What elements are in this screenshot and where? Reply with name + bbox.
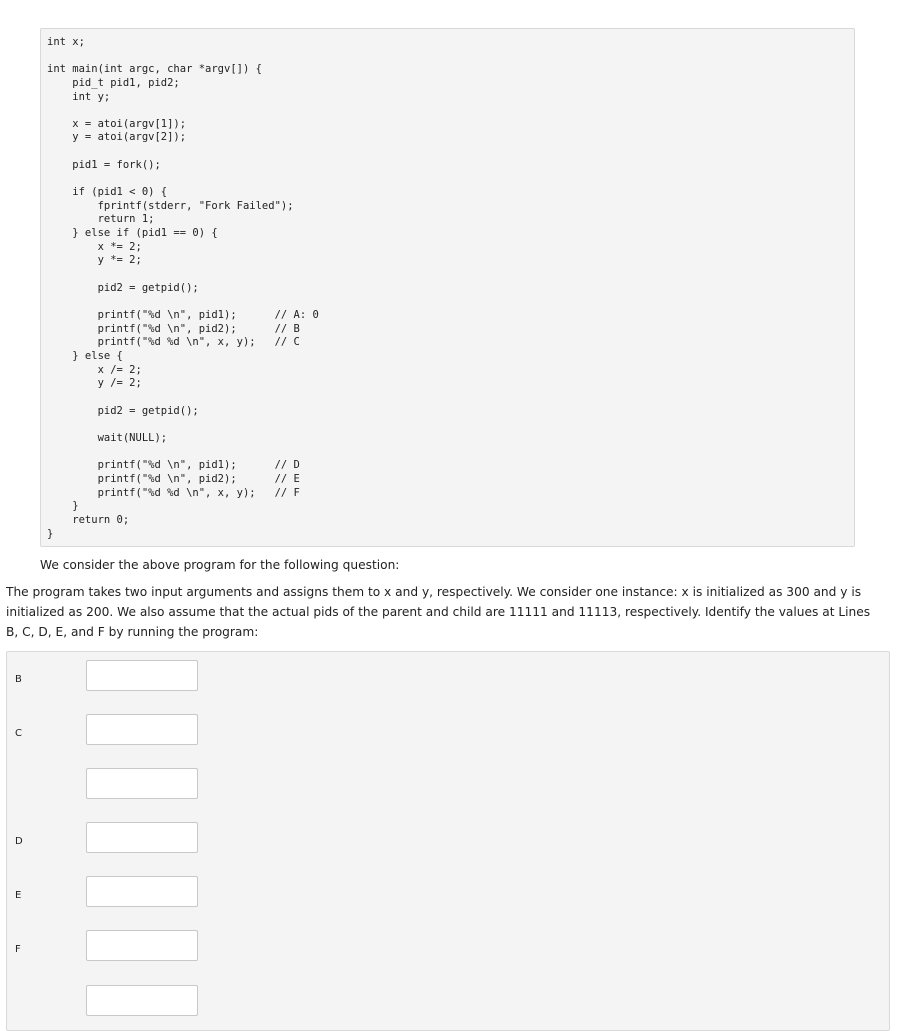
code-line: printf("%d %d \n", x, y); // C <box>47 336 300 348</box>
code-block <box>40 28 855 547</box>
code-line: } else if (pid1 == 0) { <box>47 227 218 239</box>
answer-input-f[interactable] <box>86 930 198 961</box>
code-line: printf("%d \n", pid1); // D <box>47 459 300 471</box>
code-line: } else { <box>47 350 123 362</box>
answer-input-unlabeled-2[interactable] <box>86 985 198 1016</box>
code-line: fprintf(stderr, "Fork Failed"); <box>47 200 294 212</box>
code-line: printf("%d \n", pid2); // E <box>47 473 300 485</box>
code-line: y *= 2; <box>47 254 142 266</box>
code-line: pid_t pid1, pid2; <box>47 77 180 89</box>
answer-input-d[interactable] <box>86 822 198 853</box>
code-line: } <box>47 528 54 540</box>
code-line: pid2 = getpid(); <box>47 282 199 294</box>
code-line: wait(NULL); <box>47 432 168 444</box>
code-line: y = atoi(argv[2]); <box>47 131 187 143</box>
code-line: x = atoi(argv[1]); <box>47 118 187 130</box>
code-line: } <box>47 500 79 512</box>
answer-input-unlabeled-1[interactable] <box>86 768 198 799</box>
code-line: pid2 = getpid(); <box>47 405 199 417</box>
answer-label-e: E <box>15 890 22 901</box>
code-line: if (pid1 < 0) { <box>47 186 168 198</box>
answer-label-f: F <box>15 944 21 955</box>
intro-text: We consider the above program for the following question: <box>40 558 400 572</box>
code-line: y /= 2; <box>47 377 142 389</box>
code-line: printf("%d %d \n", x, y); // F <box>47 487 300 499</box>
answer-input-b[interactable] <box>86 660 198 691</box>
code-line: x *= 2; <box>47 241 142 253</box>
code-line: int y; <box>47 91 111 103</box>
code-line: printf("%d \n", pid1); // A: 0 <box>47 309 319 321</box>
answer-label-d: D <box>15 836 23 847</box>
answer-panel <box>6 651 890 1031</box>
answer-input-c[interactable] <box>86 714 198 745</box>
answer-label-c: C <box>15 728 22 739</box>
answer-input-e[interactable] <box>86 876 198 907</box>
code-line: int main(int argc, char *argv[]) { <box>47 63 262 75</box>
answer-label-b: B <box>15 674 22 685</box>
code-line: x /= 2; <box>47 364 142 376</box>
code-line: return 1; <box>47 213 155 225</box>
code-line: int x; <box>47 36 85 48</box>
code-line: printf("%d \n", pid2); // B <box>47 323 300 335</box>
code-line: return 0; <box>47 514 130 526</box>
question-text: The program takes two input arguments and assigns them to x and y, respectively. We consider one instance: x is initialized as 300 and y is initialized as 200. We also assume that the actual pids of the parent and child are 11111 and 11113, respectively. Identify the values at Lines B, C, D, E, and F by running the program: <box>6 585 871 639</box>
code-line: pid1 = fork(); <box>47 159 161 171</box>
